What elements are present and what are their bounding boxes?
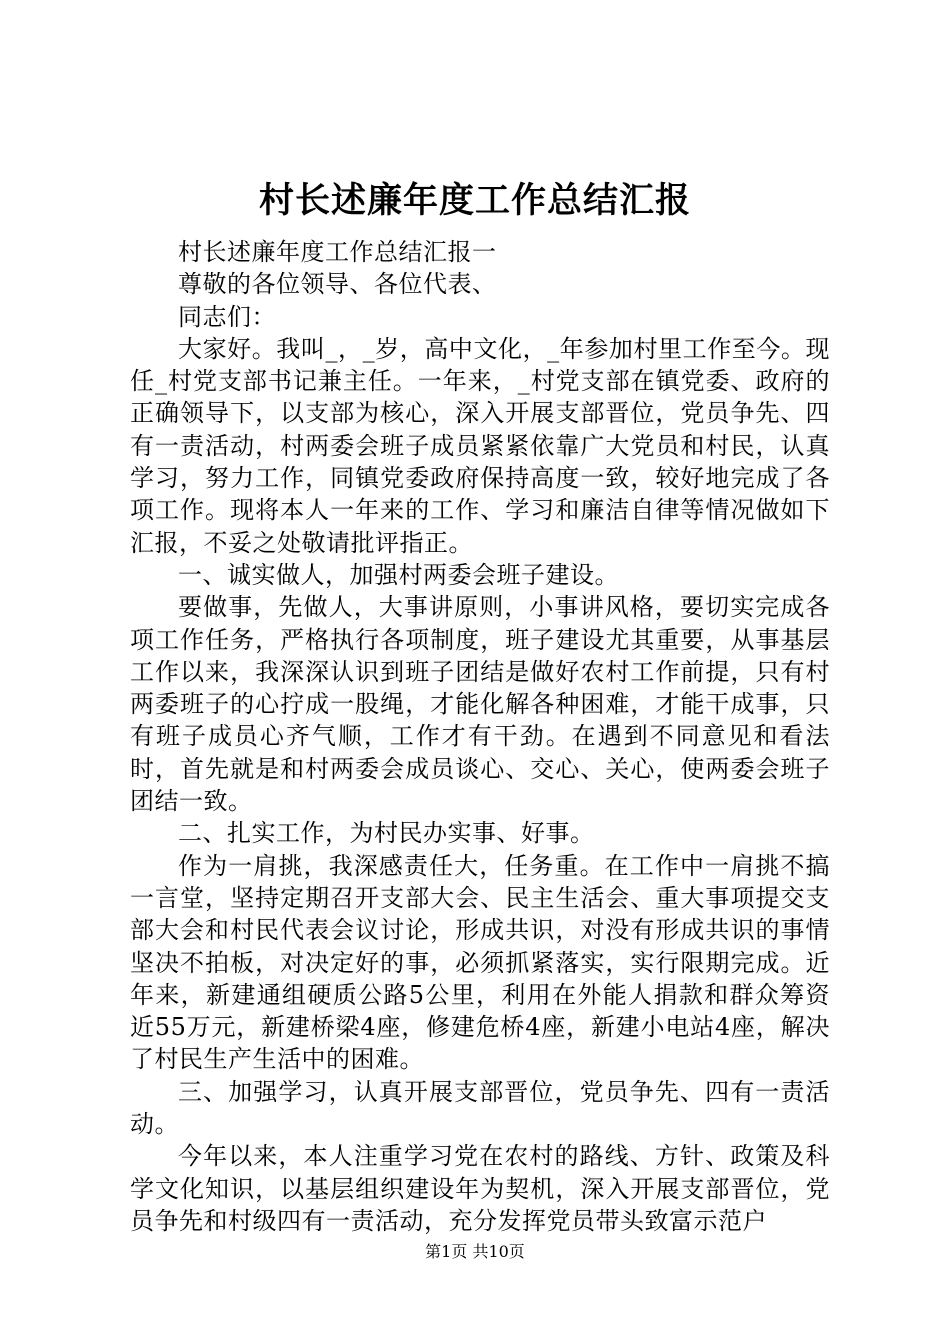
- paragraph-intro: 大家好。我叫_，_岁，高中文化，_年参加村里工作至今。现任_村党支部书记兼主任。一年来，_村党支部在镇党委、政府的正确领导下，以支部为核心，深入开展支部晋位，党员争先、四有一责活动，村两委会班子成员紧紧依靠广大党员和村民，认真学习，努力工作，同镇党委政府保持高度一致，较好地完成了各项工作。现将本人一年来的工作、学习和廉洁自律等情况做如下汇报，不妥之处敬请批评指正。: [130, 334, 830, 557]
- document-body: [130, 236, 830, 1237]
- section-heading-3: 三、加强学习，认真开展支部晋位，党员争先、四有一责活动。: [130, 1077, 830, 1139]
- section-heading-2: 二、扎实工作，为村民办实事、好事。: [178, 819, 595, 848]
- paragraph-salutation-cont: 同志们：: [178, 302, 276, 331]
- paragraph-salutation: 尊敬的各位领导、各位代表、: [178, 270, 497, 299]
- paragraph-section-1: 要做事，先做人，大事讲原则，小事讲风格，要切实完成各项工作任务，严格执行各项制度，班子建设尤其重要，从事基层工作以来，我深深认识到班子团结是做好农村工作前提，只有村两委班子的心拧成一股绳，才能化解各种困难，才能干成事，只有班子成员心齐气顺，工作才有干劲。在遇到不同意见和看法时，首先就是和村两委会成员谈心、交心、关心，使两委会班子团结一致。: [130, 593, 830, 816]
- section-heading-1: 一、诚实做人，加强村两委会班子建设。: [178, 560, 619, 589]
- page-number-footer: 第1页 共10页: [425, 1242, 525, 1261]
- paragraph-heading: 村长述廉年度工作总结汇报一: [178, 238, 497, 266]
- paragraph-section-2: 作为一肩挑，我深感责任大，任务重。在工作中一肩挑不搞一言堂，坚持定期召开支部大会、民主生活会、重大事项提交支部大会和村民代表会议讨论，形成共识，对没有形成共识的事情坚决不拍板，对决定好的事，必须抓紧落实，实行限期完成。近年来，新建通组硬质公路5公里，利用在外能人捐款和群众筹资近55万元，新建桥梁4座，修建危桥4座，新建小电站4座，解决了村民生产生活中的困难。: [130, 851, 830, 1074]
- paragraph-section-3: 今年以来，本人注重学习党在农村的路线、方针、政策及科学文化知识，以基层组织建设年为契机，深入开展支部晋位，党员争先和村级四有一责活动，充分发挥党员带头致富示范户: [130, 1142, 830, 1235]
- document-title: 村长述廉年度工作总结汇报: [258, 180, 691, 221]
